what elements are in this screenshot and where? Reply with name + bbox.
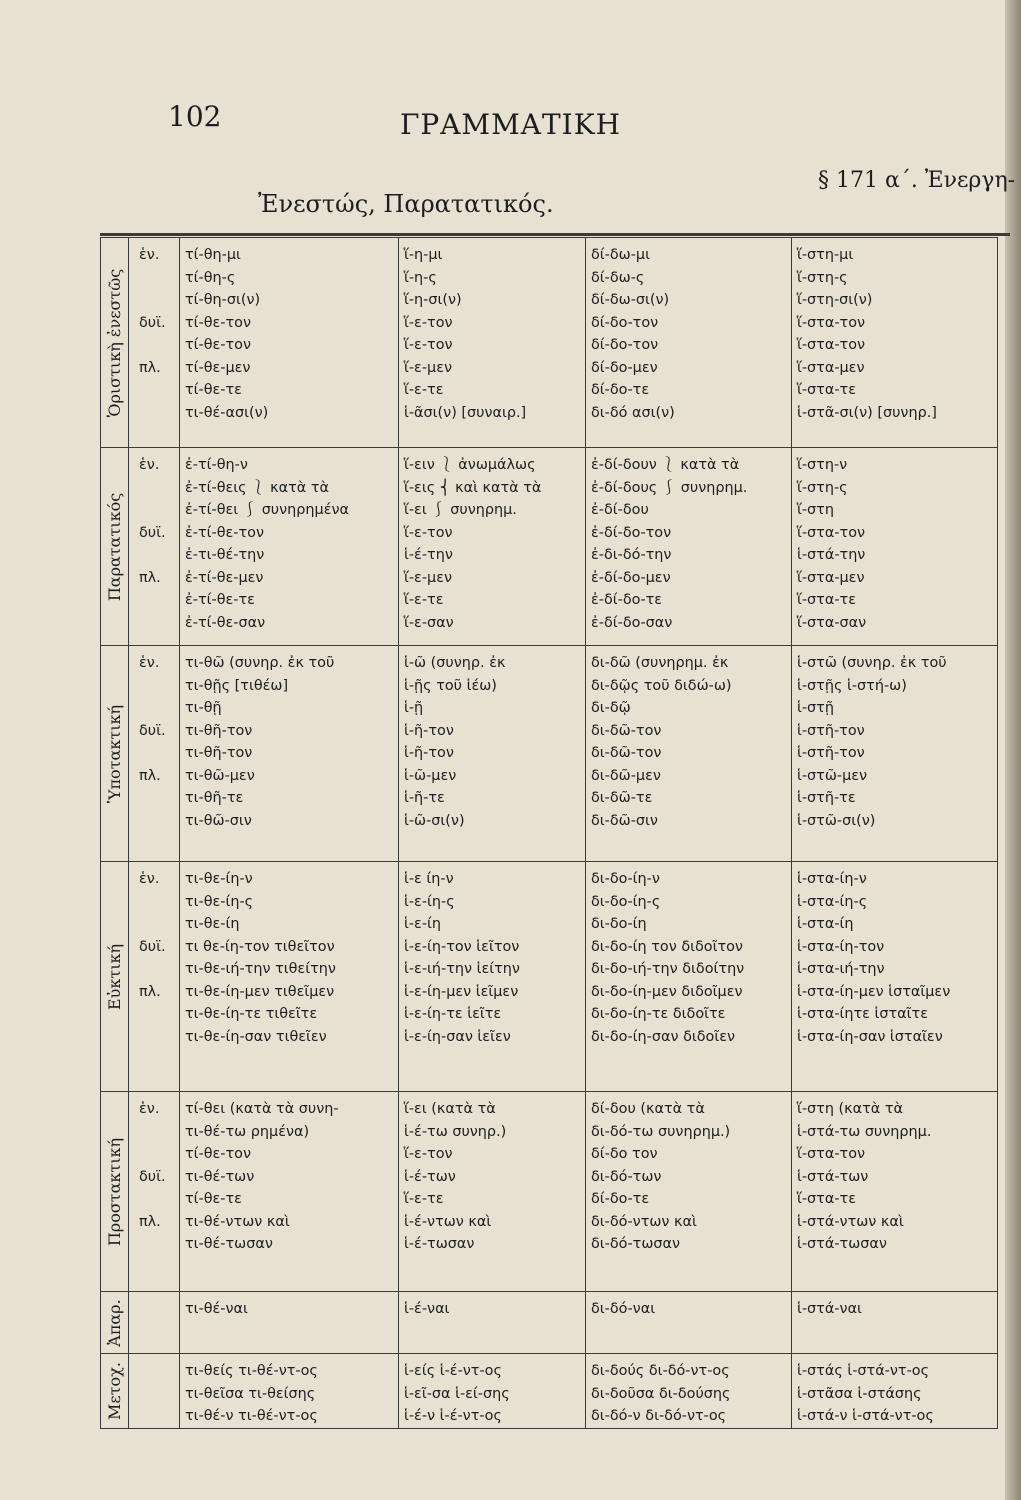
verb-form: ἵ-στα-τον [797, 1146, 866, 1162]
verb-form: ἱ-στά-ν ἱ-στά-ντ-ος [797, 1408, 934, 1424]
verb-form: ἵ-η-σι(ν) [404, 292, 462, 308]
verb-form: ἵ-ε-τον [404, 524, 453, 541]
number-label: ἑν. [139, 457, 160, 473]
verb-form: δι-δό-ναι [591, 1301, 656, 1317]
verb-c4-cell [792, 1292, 998, 1354]
verb-form: δί-δω-σι(ν) [591, 292, 670, 308]
verb-form: δι-δο-ίη-ς [591, 893, 661, 910]
verb-form: ἐ-τί-θε-τον [185, 524, 264, 541]
verb-form: τί-θε-μεν [185, 359, 251, 376]
verb-form: τι-θέ-τωσαν [185, 1236, 273, 1252]
verb-form: ἱ-ε-ίη-ς [404, 893, 455, 910]
verb-form: ἱ-ᾶσι(ν) [συναιρ.] [404, 404, 527, 421]
number-label: ἑν. [139, 871, 160, 887]
verb-form: ἵ-εις ⎨ καὶ κατὰ τὰ [404, 479, 542, 496]
verb-form: τι-θῆ-τον [185, 745, 253, 761]
verb-form: ἵ-στη (κατὰ τὰ [797, 1101, 903, 1117]
verb-form: ἵ-ειν ⎱ ἀνωμάλως [404, 457, 536, 473]
verb-c2-cell [399, 1354, 586, 1429]
mood-label: Προστακτική [104, 1137, 124, 1246]
verb-form: ἵ-στα-τε [797, 1191, 856, 1207]
verb-form: δί-δω-μι [591, 247, 650, 263]
verb-form: ἵ-ε-σαν [404, 614, 454, 631]
number-label: πλ. [139, 359, 161, 376]
verb-form: δι-δούς δι-δό-ντ-ος [591, 1363, 730, 1379]
mood-label: Μετοχ. [104, 1361, 124, 1420]
number-label [139, 267, 179, 290]
verb-form: ἱ-στα-ίη-σαν ἱσταῖεν [797, 1028, 943, 1045]
verb-form: ἱ-στά-την [797, 547, 866, 563]
verb-c4-cell [792, 862, 998, 1092]
number-cell [129, 1092, 180, 1292]
verb-form: τι-θῇς [τιθέω] [185, 677, 289, 694]
verb-form: τι-θε-ίη-μεν τιθεῖμεν [185, 983, 335, 1000]
number-label [139, 1233, 179, 1256]
verb-form: τι-θε-ίη-σαν τιθεῖεν [185, 1028, 327, 1045]
number-label: δυϊ. [139, 722, 166, 739]
verb-form: τι-θε-ίη-ς [185, 893, 254, 910]
verb-form: τι-θῶ (συνηρ. ἐκ τοῦ [185, 655, 335, 671]
verb-form: ἐ-τί-θε-σαν [185, 614, 266, 631]
number-label [139, 1188, 179, 1211]
verb-form: ἱ-ῇ [404, 700, 424, 716]
verb-form: ἵ-στη-ς [797, 269, 848, 286]
verb-form: ἐ-δί-δο-τον [591, 524, 672, 541]
verb-form: δι-δό ασι(ν) [591, 404, 675, 421]
mood-row [101, 1354, 998, 1429]
verb-c2-cell [399, 1292, 586, 1354]
number-label [139, 1143, 179, 1166]
verb-form: δι-δῶ-τον [591, 722, 662, 739]
verb-form: ἵ-ε-τον [404, 337, 453, 353]
verb-form: τι-θῇ [185, 700, 222, 716]
verb-form: δι-δο-ιή-την διδοίτην [591, 961, 745, 977]
verb-form: ἵ-ε-μεν [404, 359, 453, 376]
verb-form: τι-θῆ-τον [185, 722, 253, 739]
number-label [139, 402, 179, 425]
book-edge [1005, 0, 1021, 1500]
section-reference: § 171 α΄. Ἐνεργη- [818, 168, 1016, 193]
verb-form: ἵ-στα-τε [797, 382, 856, 398]
verb-form: δι-δο-ίη-τε διδοῖτε [591, 1006, 726, 1022]
mood-cell [101, 1354, 129, 1429]
table-top-rule [100, 233, 1010, 236]
verb-c3-cell [586, 1092, 792, 1292]
verb-c1-cell [180, 238, 399, 448]
mood-row [101, 1092, 998, 1292]
number-label: δυϊ. [139, 314, 166, 331]
verb-c3-cell [586, 448, 792, 646]
mood-row [101, 238, 998, 448]
verb-form: δι-δο-ίη τον διδοῖτον [591, 938, 743, 955]
mood-cell [101, 1292, 129, 1354]
number-label [139, 334, 179, 357]
verb-form: ἱ-στῇς ἱ-στή-ω) [797, 677, 907, 694]
verb-form: δι-δῶ-μεν [591, 767, 661, 784]
number-label [139, 913, 179, 936]
verb-form: ἱ-έ-την [404, 547, 453, 563]
verb-form: τι-θέ-ντων καὶ [185, 1213, 290, 1230]
verb-form: ἱ-ε-ίη-τε ἱεῖτε [404, 1006, 502, 1022]
verb-form: ἵ-στα-τε [797, 592, 856, 608]
verb-form: ἱ-στά-ντων καὶ [797, 1213, 904, 1230]
verb-c1-cell [180, 862, 399, 1092]
verb-c4-cell [792, 448, 998, 646]
verb-form: τι-θῶ-μεν [185, 767, 255, 784]
number-label [139, 891, 179, 914]
verb-c1-cell [180, 448, 399, 646]
verb-form: ἱ-ῆ-τον [404, 722, 454, 739]
verb-form: ἵ-ε-τε [404, 382, 444, 398]
verb-form: ἵ-στη-μι [797, 247, 854, 263]
verb-form: δί-δο τον [591, 1146, 658, 1162]
verb-form: τί-θε-τε [185, 382, 242, 398]
verb-form: ἱ-ε ίη-ν [404, 871, 454, 887]
number-label [139, 1405, 179, 1428]
number-label: πλ. [139, 1213, 161, 1230]
verb-form: ἱ-στα-ίη-ς [797, 893, 868, 910]
verb-form: δι-δο-ίη-μεν διδοῖμεν [591, 983, 743, 1000]
verb-form: τί-θε-τε [185, 1191, 242, 1207]
number-label [139, 697, 179, 720]
verb-form: ἱ-στᾶ-σι(ν) [συνηρ.] [797, 404, 937, 421]
verb-form: δι-δο-ίη [591, 916, 647, 932]
number-label [139, 787, 179, 810]
verb-form: ἐ-δί-δο-μεν [591, 569, 671, 586]
verb-form: δί-δου (κατὰ τὰ [591, 1101, 705, 1117]
verb-form: ἐ-δί-δουν ⎱ κατὰ τὰ [591, 457, 740, 473]
verb-form: δί-δω-ς [591, 269, 645, 286]
verb-form: τι-θείς τι-θέ-ντ-ος [185, 1363, 318, 1379]
number-label: ἑν. [139, 655, 160, 671]
verb-form: ἱ-ῶ (συνηρ. ἐκ [404, 655, 506, 671]
verb-form: ἵ-στα-τον [797, 337, 866, 353]
verb-form: τι-θε-ίη [185, 916, 240, 932]
verb-form: ἱ-στᾶσα ἱ-στάσης [797, 1385, 922, 1402]
number-cell [129, 448, 180, 646]
number-label: ἑν. [139, 1101, 160, 1117]
verb-form: ἱ-στῶ-σι(ν) [797, 812, 876, 829]
verb-c2-cell [399, 862, 586, 1092]
verb-form: ἵ-στη-σι(ν) [797, 292, 873, 308]
verb-form: ἱ-στῆ-τε [797, 790, 856, 806]
verb-c2-cell [399, 1092, 586, 1292]
verb-form: ἵ-ει (κατὰ τὰ [404, 1101, 496, 1117]
verb-form: ἱ-στά-ναι [797, 1301, 862, 1317]
verb-form: ἐ-τί-θη-ν [185, 457, 248, 473]
verb-form: τι-θε-ίη-τε τιθεῖτε [185, 1006, 318, 1022]
number-label: ἑν. [139, 247, 160, 263]
verb-c1-cell [180, 1092, 399, 1292]
verb-form: ἵ-στα-τον [797, 524, 866, 541]
verb-form: τί-θη-σι(ν) [185, 292, 261, 308]
verb-form: δί-δο-τον [591, 314, 659, 331]
verb-form: ἐ-δί-δου [591, 502, 649, 518]
verb-form: δί-δο-τον [591, 337, 659, 353]
verb-form: δι-δοῦσα δι-δούσης [591, 1385, 731, 1402]
verb-form: ἱ-έ-ν ἱ-έ-ντ-ος [404, 1408, 502, 1424]
verb-form: δι-δό-ντων καὶ [591, 1213, 697, 1230]
verb-form: δι-δῷς τοῦ διδώ-ω) [591, 677, 732, 694]
mood-label: Παρατατικός [104, 492, 124, 601]
number-label [139, 1298, 179, 1321]
mood-cell [101, 448, 129, 646]
verb-form: ἱ-έ-τω συνηρ.) [404, 1123, 507, 1140]
verb-form: δί-δο-τε [591, 1191, 650, 1207]
number-label [139, 289, 179, 312]
verb-form: δι-δο-ίη-ν [591, 871, 660, 887]
mood-cell [101, 862, 129, 1092]
verb-form: δι-δό-τω συνηρημ.) [591, 1123, 731, 1140]
mood-label: Εὐκτική [104, 943, 124, 1010]
verb-form: ἱ-έ-τωσαν [404, 1236, 475, 1252]
mood-cell [101, 238, 129, 448]
verb-form: ἵ-ε-μεν [404, 569, 453, 586]
verb-form: τί-θει (κατὰ τὰ συνη- [185, 1101, 339, 1117]
number-label: δυϊ. [139, 938, 166, 955]
verb-form: τι-θῆ-τε [185, 790, 244, 806]
verb-form: τι-θέ-ασι(ν) [185, 404, 269, 421]
verb-form: δι-δῷ [591, 700, 631, 716]
mood-cell [101, 646, 129, 862]
number-label [139, 1121, 179, 1144]
verb-form: τί-θη-μι [185, 247, 241, 263]
verb-form: ἱ-στῇ [797, 700, 834, 716]
verb-form: ἵ-ε-τε [404, 592, 444, 608]
number-label [139, 1383, 179, 1406]
verb-c4-cell [792, 238, 998, 448]
running-header: ΓΡΑΜΜΑΤΙΚΗ [399, 108, 622, 141]
verb-form: δι-δό-ν δι-δό-ντ-ος [591, 1408, 727, 1424]
number-cell [129, 238, 180, 448]
verb-form: ἵ-στα-μεν [797, 359, 865, 376]
table-title: Ἐνεστώς, Παρατατικός. [258, 190, 554, 218]
verb-c3-cell [586, 1292, 792, 1354]
verb-form: ἱ-ε-ίη-μεν ἱεῖμεν [404, 983, 519, 1000]
verb-form: ἱ-στα-ίη-ν [797, 871, 867, 887]
number-label [139, 379, 179, 402]
number-cell [129, 862, 180, 1092]
verb-form: τι-θέ-τω ρημένα) [185, 1123, 310, 1140]
verb-form: ἱ-ε-ιή-την ἱείτην [404, 961, 520, 977]
verb-form: δί-δο-μεν [591, 359, 658, 376]
verb-form: ἵ-στη-ς [797, 479, 848, 496]
mood-row [101, 646, 998, 862]
verb-c2-cell [399, 448, 586, 646]
verb-form: ἱ-έ-ντων καὶ [404, 1213, 492, 1230]
verb-form: ἵ-στη [797, 502, 834, 518]
verb-form: ἱ-ε-ίη-τον ἱεῖτον [404, 938, 520, 955]
verb-form: ἵ-στα-τον [797, 314, 866, 331]
verb-c3-cell [586, 862, 792, 1092]
verb-form: ἐ-τι-θέ-την [185, 547, 265, 563]
mood-cell [101, 1092, 129, 1292]
verb-form: ἐ-τί-θε-τε [185, 592, 255, 608]
verb-form: ἱ-στάς ἱ-στά-ντ-ος [797, 1363, 930, 1379]
verb-form: ἐ-τί-θε-μεν [185, 569, 264, 586]
verb-form: ἱ-στῆ-τον [797, 722, 865, 739]
verb-form: ἵ-στη-ν [797, 457, 848, 473]
verb-form: ἱ-ῶ-σι(ν) [404, 812, 465, 829]
verb-form: ἵ-ει ⎰ συνηρημ. [404, 502, 517, 518]
verb-form: ἵ-στα-σαν [797, 614, 867, 631]
verb-form: τι θε-ίη-τον τιθεῖτον [185, 938, 335, 955]
verb-form: ἱ-στα-ίη-τον [797, 938, 885, 955]
verb-c4-cell [792, 1092, 998, 1292]
verb-form: τί-θε-τον [185, 314, 252, 331]
verb-form: δι-δό-των [591, 1168, 662, 1185]
number-cell [129, 1354, 180, 1429]
verb-form: ἵ-ε-τον [404, 314, 453, 331]
mood-row [101, 862, 998, 1092]
number-label [139, 1026, 179, 1049]
mood-label: Ἀπαρ. [104, 1298, 124, 1347]
verb-c3-cell [586, 646, 792, 862]
verb-c1-cell [180, 1292, 399, 1354]
verb-form: ἱ-στα-ίη [797, 916, 854, 932]
verb-form: ἱ-ε-ίη [404, 916, 442, 932]
verb-form: δι-δῶ-σιν [591, 812, 658, 829]
verb-form: ἐ-δί-δο-τε [591, 592, 663, 608]
verb-form: τί-θη-ς [185, 269, 236, 286]
verb-form: ἐ-δί-δους ⎰ συνηρημ. [591, 479, 748, 496]
verb-form: ἱ-είς ἱ-έ-ντ-ος [404, 1363, 502, 1379]
number-label [139, 1003, 179, 1026]
verb-c2-cell [399, 238, 586, 448]
number-label [139, 1360, 179, 1383]
number-label: πλ. [139, 569, 161, 586]
verb-form: ἱ-στῆ-τον [797, 745, 865, 761]
number-label [139, 477, 179, 500]
verb-form: τί-θε-τον [185, 337, 252, 353]
number-label: πλ. [139, 983, 161, 1000]
mood-row [101, 1292, 998, 1354]
verb-form: ἵ-ε-τε [404, 1191, 444, 1207]
number-label [139, 612, 179, 635]
verb-form: ἱ-στῶ (συνηρ. ἐκ τοῦ [797, 655, 947, 671]
verb-form: ἱ-στά-των [797, 1168, 869, 1185]
mood-row [101, 448, 998, 646]
verb-form: δι-δό-τωσαν [591, 1236, 681, 1252]
verb-c4-cell [792, 646, 998, 862]
conjugation-table [100, 237, 998, 1429]
verb-form: ἱ-εῖ-σα ἱ-εί-σης [404, 1385, 510, 1402]
verb-form: ἱ-στά-τω συνηρημ. [797, 1123, 932, 1140]
verb-form: δι-δῶ-τον [591, 745, 662, 761]
number-label [139, 499, 179, 522]
verb-form: ἱ-έ-ναι [404, 1301, 450, 1317]
verb-form: τι-θῶ-σιν [185, 812, 252, 829]
verb-form: ἐ-τί-θεις ⎱ κατὰ τὰ [185, 479, 329, 496]
verb-form: δι-δῶ-τε [591, 790, 653, 806]
verb-form: ἱ-στα-ίη-μεν ἱσταῖμεν [797, 983, 951, 1000]
mood-label: Ὁριστικὴ ἐνεστῶς [104, 268, 124, 417]
verb-form: δι-δο-ίη-σαν διδοῖεν [591, 1028, 736, 1045]
verb-form: ἐ-δί-δο-σαν [591, 614, 673, 631]
verb-form: τι-θε-ιή-την τιθείτην [185, 961, 336, 977]
verb-form: δι-δῶ (συνηρημ. ἐκ [591, 655, 729, 671]
number-label: δυϊ. [139, 1168, 166, 1185]
number-label [139, 810, 179, 833]
mood-label: Ὑποτακτική [104, 704, 124, 803]
verb-c3-cell [586, 1354, 792, 1429]
verb-form: ἱ-ῶ-μεν [404, 767, 457, 784]
verb-form: ἵ-ε-τον [404, 1146, 453, 1162]
verb-form: τι-θέ-ναι [185, 1301, 248, 1317]
verb-form: ἵ-η-μι [404, 247, 443, 263]
verb-form: δί-δο-τε [591, 382, 650, 398]
verb-form: ἱ-ῇς τοῦ ἱέω) [404, 677, 497, 694]
verb-form: τι-θέ-των [185, 1168, 255, 1185]
verb-form: ἱ-ε-ίη-σαν ἱεῖεν [404, 1028, 511, 1045]
verb-form: τι-θεῖσα τι-θείσης [185, 1385, 316, 1402]
verb-form: τί-θε-τον [185, 1146, 252, 1162]
verb-form: ἵ-η-ς [404, 269, 437, 286]
number-label [139, 544, 179, 567]
number-cell [129, 646, 180, 862]
number-label [139, 589, 179, 612]
number-cell [129, 1292, 180, 1354]
verb-form: ἱ-στά-τωσαν [797, 1236, 887, 1252]
verb-form: ἐ-τί-θει ⎰ συνηρημένα [185, 502, 350, 518]
verb-c3-cell [586, 238, 792, 448]
number-label [139, 675, 179, 698]
verb-c1-cell [180, 646, 399, 862]
verb-form: τι-θε-ίη-ν [185, 871, 253, 887]
number-label: πλ. [139, 767, 161, 784]
verb-form: ἱ-ῆ-τον [404, 745, 454, 761]
verb-form: ἱ-στα-ίητε ἱσταῖτε [797, 1006, 928, 1022]
verb-form: τι-θέ-ν τι-θέ-ντ-ος [185, 1408, 318, 1424]
number-label [139, 742, 179, 765]
number-label [139, 958, 179, 981]
verb-form: ἱ-στῶ-μεν [797, 767, 868, 784]
verb-form: ἱ-έ-των [404, 1168, 456, 1185]
verb-c1-cell [180, 1354, 399, 1429]
page-number: 102 [168, 100, 222, 133]
verb-form: ἵ-στα-μεν [797, 569, 865, 586]
number-label: δυϊ. [139, 524, 166, 541]
verb-c4-cell [792, 1354, 998, 1429]
verb-form: ἱ-στα-ιή-την [797, 961, 885, 977]
verb-c2-cell [399, 646, 586, 862]
verb-form: ἐ-δι-δό-την [591, 547, 672, 563]
verb-form: ἱ-ῆ-τε [404, 790, 445, 806]
